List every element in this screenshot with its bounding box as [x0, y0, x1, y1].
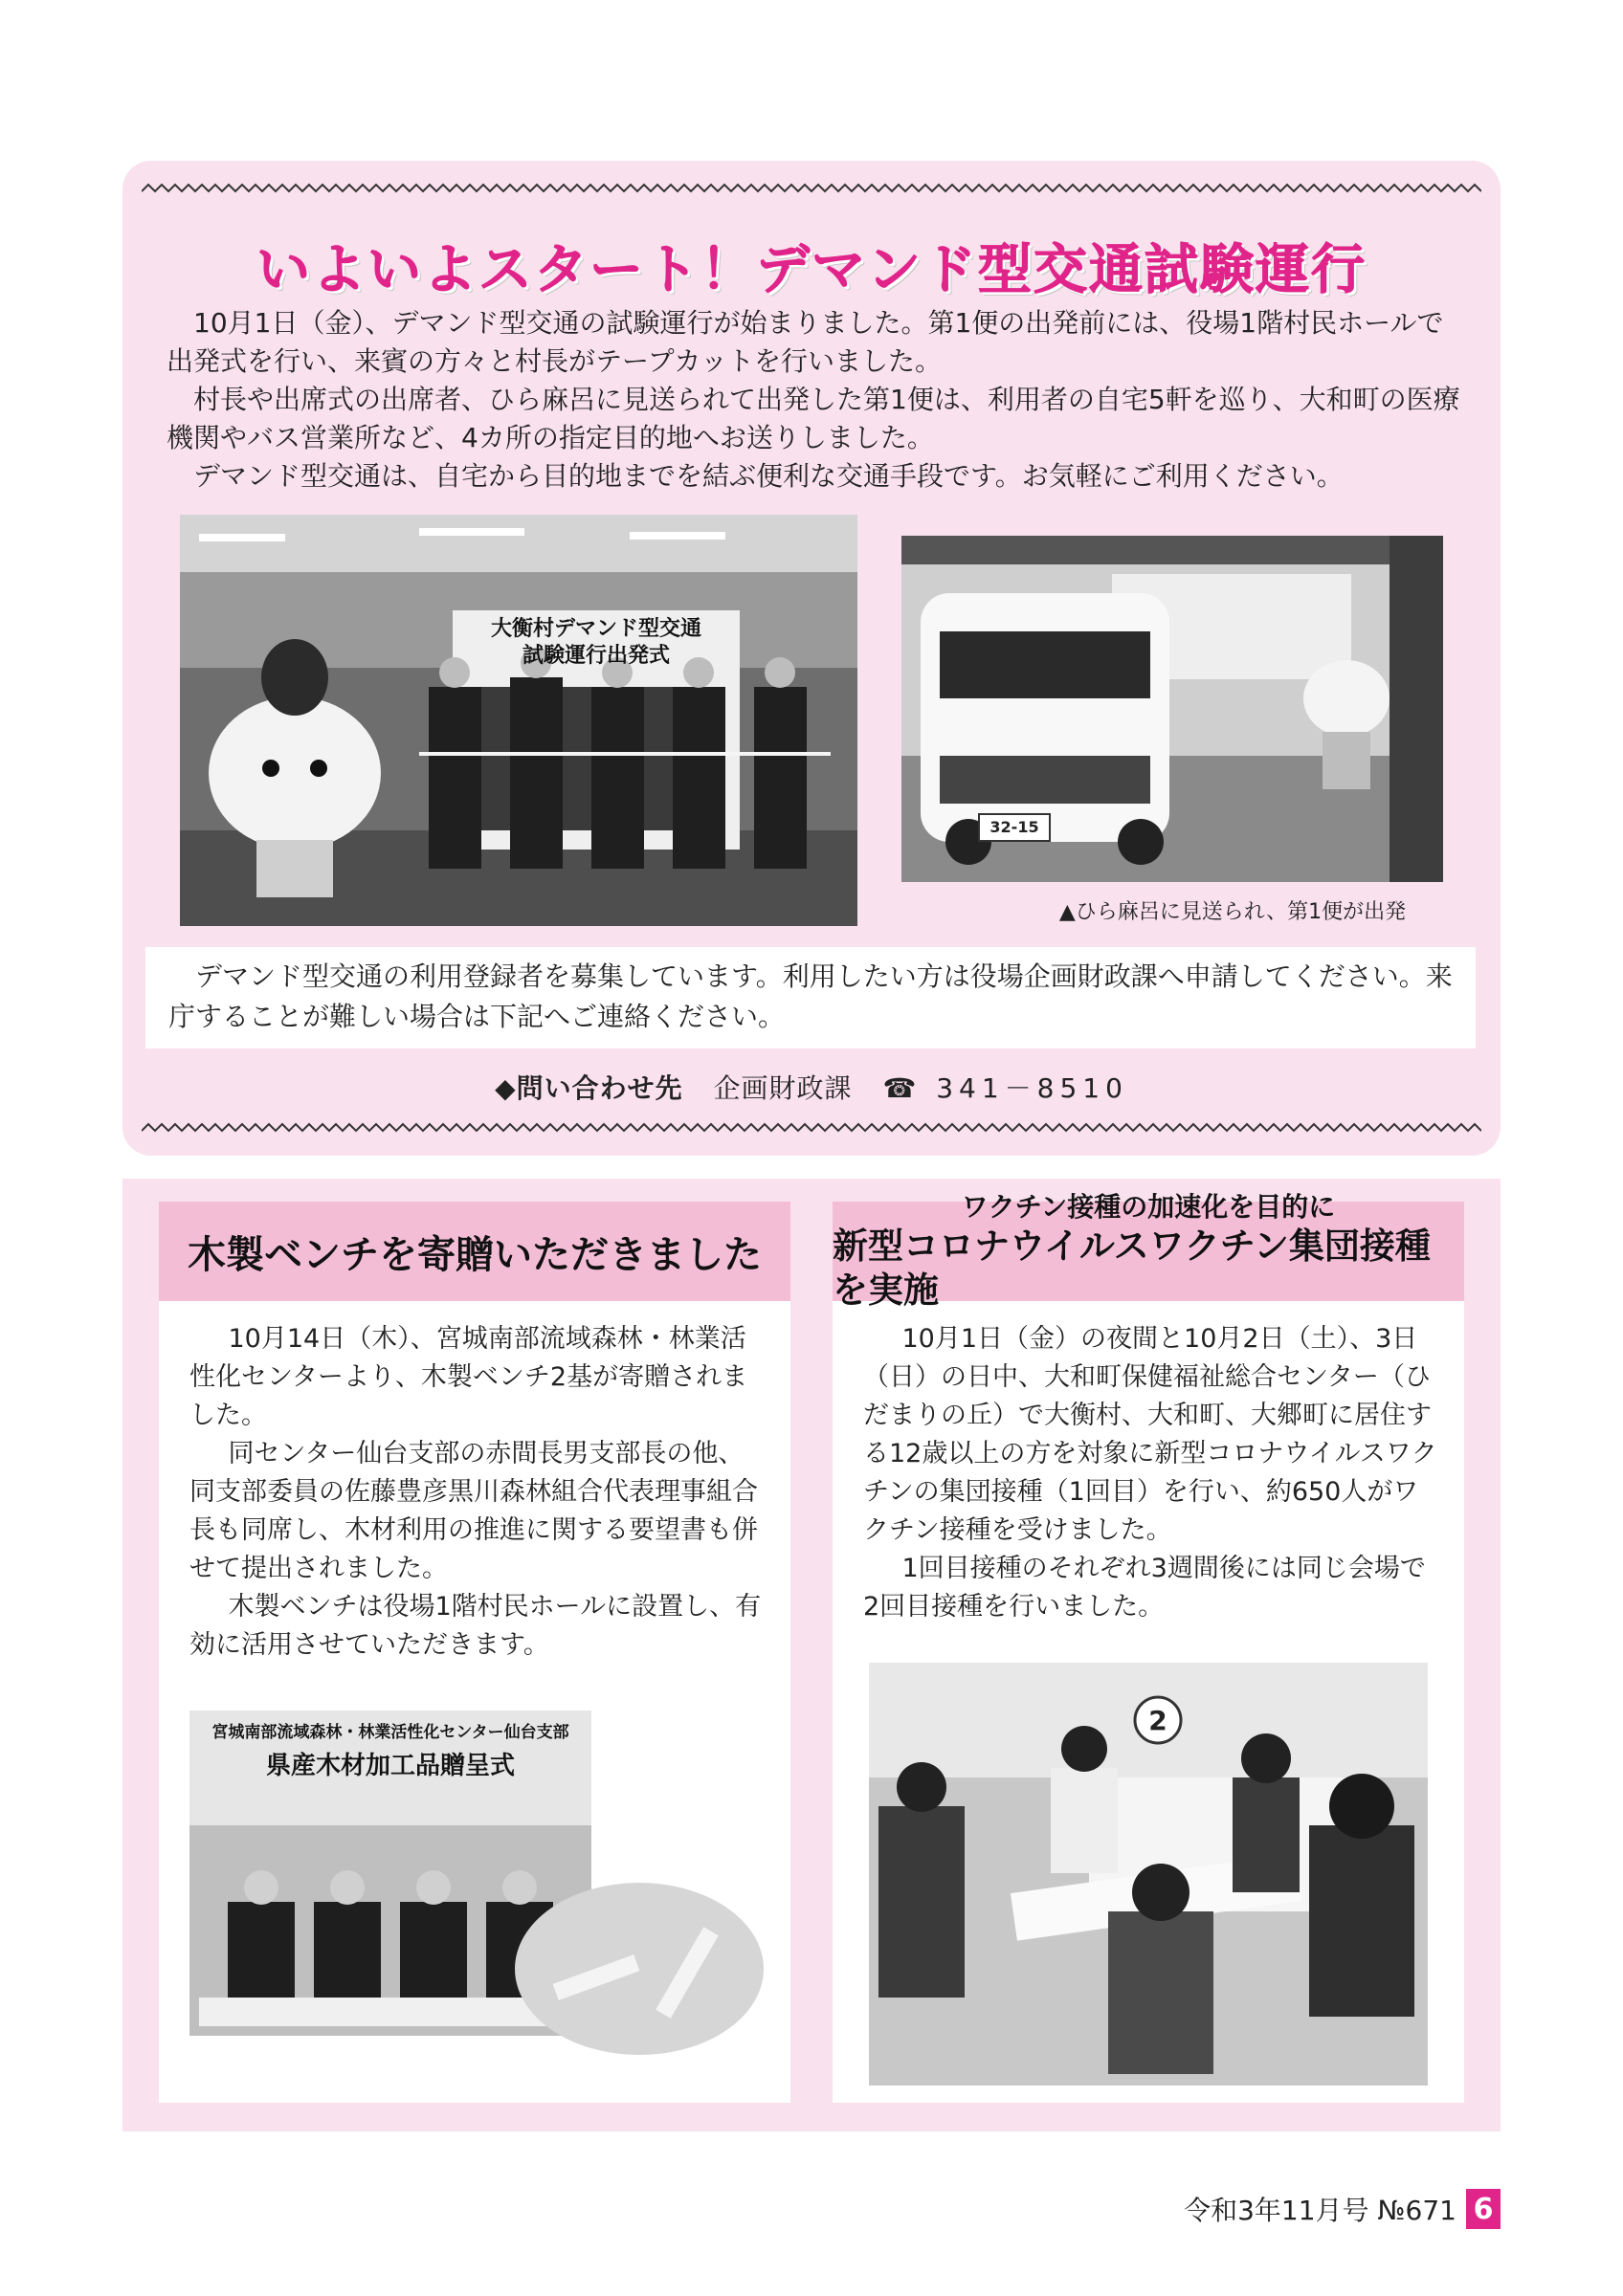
vaccination-article-header [833, 1191, 1464, 1311]
bottom-articles-panel [122, 1179, 1501, 2131]
contact-dept: 企画財政課 [713, 1072, 853, 1104]
paragraph: 村長や出席式の出席者、ひら麻呂に見送られて出発した第1便は、利用者の自宅5軒を巡り、大和町の医療機関やバス営業所など、4カ所の指定目的地へお送りしました。 [167, 384, 1460, 453]
paragraph: 木製ベンチは役場1階村民ホールに設置し、有効に活用させていただきます。 [189, 1592, 762, 1660]
page-number: 6 [1466, 2189, 1501, 2229]
page-footer [1184, 2189, 1501, 2229]
paragraph: 同センター仙台支部の赤間長男支部長の他、同支部委員の佐藤豊彦黒川森林組合代表理事組合長も同席し、木材利用の推進に関する要望書も併せて提出されました。 [189, 1439, 758, 1583]
vehicle-photo [901, 536, 1443, 882]
vaccination-article-subtitle: ワクチン接種の加速化を目的に [961, 1191, 1336, 1223]
ceremony-photo [180, 515, 857, 926]
registration-notice [145, 947, 1476, 1049]
zigzag-border-top [142, 182, 1481, 195]
paragraph: 10月1日（金）、デマンド型交通の試験運行が始まりました。第1便の出発前には、役場1階村民ホールで出発式を行い、来賓の方々と村長がテープカットを行いました。 [167, 307, 1444, 377]
paragraph: 10月14日（木）、宮城南部流域森林・林業活性化センターより、木製ベンチ2基が寄贈されました。 [189, 1324, 748, 1430]
bench-article-header [159, 1202, 790, 1301]
contact-lead: ◆問い合わせ先 [495, 1072, 683, 1104]
article-body [167, 304, 1470, 496]
vaccination-article-title: 新型コロナウイルスワクチン集団接種を実施 [833, 1225, 1431, 1311]
bench-article-body [189, 1320, 764, 1665]
bench-photo [189, 1711, 764, 2055]
paragraph: 10月1日（金）の夜間と10月2日（土）、3日（日）の日中、大和町保健福祉総合センター（ひだまりの丘）で大衡村、大和町、大郷町に居住する12歳以上の方を対象に新型コロナウイルスワクチンの集団接種（1回目）を行い、約650人がワクチン接種を受けました。 [863, 1324, 1437, 1545]
zigzag-border-bottom [142, 1121, 1481, 1135]
paragraph: デマンド型交通は、自宅から目的地までを結ぶ便利な交通手段です。お気軽にご利用ください。 [193, 460, 1344, 492]
sign-text: 県産木材加工品贈呈式 [265, 1752, 515, 1780]
contact-info [122, 1068, 1501, 1106]
paragraph: 1回目接種のそれぞれ3週間後には同じ会場で2回目接種を行いました。 [863, 1554, 1426, 1622]
page-title: いよいよスタート！デマンド型交通試験運行 [256, 239, 1367, 301]
photo-caption: ▲ひら麻呂に見送られ、第1便が出発 [1058, 900, 1407, 924]
vaccination-photo [869, 1663, 1428, 2086]
demand-transport-panel [122, 161, 1501, 1156]
sign-text: 大衡村デマンド型交通 [490, 617, 701, 641]
notice-text: デマンド型交通の利用登録者を募集しています。利用したい方は役場企画財政課へ申請してください。来庁することが難しい場合は下記へご連絡ください。 [168, 960, 1453, 1032]
contact-phone: 341－8510 [936, 1072, 1128, 1104]
vaccination-article [833, 1191, 1464, 2103]
phone-icon: ☎ [882, 1072, 918, 1104]
sign-text: 宮城南部流域森林・林業活性化センター仙台支部 [211, 1723, 569, 1742]
booth-number: 2 [1148, 1705, 1167, 1736]
bench-article-title: 木製ベンチを寄贈いただきました [188, 1232, 762, 1277]
sign-text: 試験運行出発式 [522, 644, 670, 668]
issue-label: 令和3年11月号 №671 [1184, 2195, 1456, 2226]
bench-article [159, 1202, 790, 2103]
vaccination-article-body [863, 1320, 1437, 1626]
license-plate: 32-15 [978, 813, 1051, 842]
